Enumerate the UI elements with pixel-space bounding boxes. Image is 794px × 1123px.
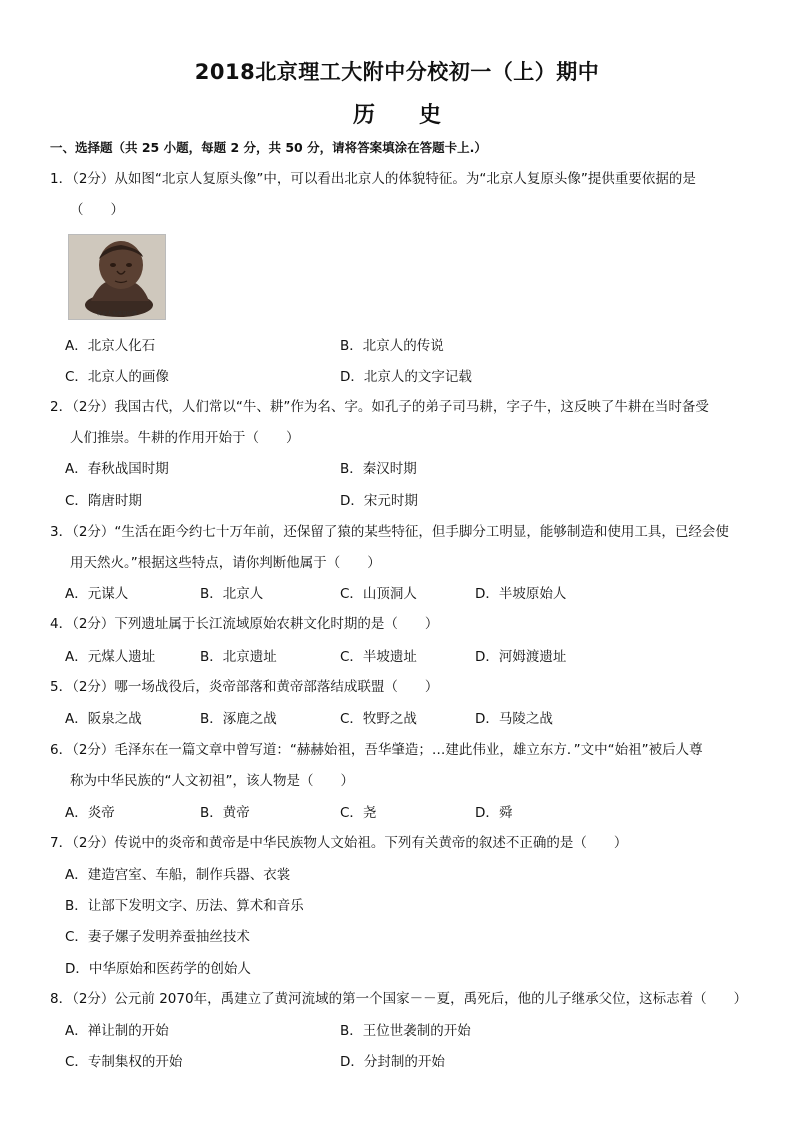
q2-option-d: D．宋元时期 [340,493,418,509]
q2-option-a: A．春秋战国时期 [65,461,169,477]
peking-man-bust-illustration [69,235,165,319]
q2-option-c: C．隋唐时期 [65,493,142,509]
q4-option-d: D．河姆渡遗址 [475,649,567,665]
q5-option-b: B．涿鹿之战 [200,711,277,727]
section-heading: 一、选择题（共 25 小题，每题 2 分，共 50 分，请将答案填涂在答题卡上.） [50,140,487,155]
question-8 [50,984,750,1015]
question-6 [50,735,750,797]
q1-option-b: B．北京人的传说 [340,338,444,354]
question-3-stem-cont: 用天然火。”根据这些特点，请你判断他属于（ ） [70,555,381,571]
question-4-stem: 4．（2分）下列遗址属于长江流域原始农耕文化时期的是（ ） [50,616,439,632]
question-1-stem: 1．（2分）从如图“北京人复原头像”中，可以看出北京人的体貌特征。为“北京人复原头像”提供重要依据的是 [50,171,696,187]
exam-subject: 历史 [352,103,485,128]
q1-option-c: C．北京人的画像 [65,369,169,385]
q6-option-b: B．黄帝 [200,805,250,821]
exam-title: 2018北京理工大附中分校初一（上）期中 [194,60,600,84]
q1-option-d: D．北京人的文字记载 [340,369,472,385]
question-2 [50,392,750,454]
figure-caption: 北京人头部复原像 [96,311,137,317]
q6-option-c: C．尧 [340,805,377,821]
q4-option-b: B．北京遗址 [200,649,277,665]
question-5 [50,672,750,703]
peking-man-bust-image [68,234,166,320]
q6-option-a: A．炎帝 [65,805,115,821]
question-1-stem-cont: （ ） [70,202,124,218]
question-8-stem: 8．（2分）公元前 2070年，禹建立了黄河流域的第一个国家－－夏，禹死后，他的儿子继承父位，这标志着（ ） [50,991,748,1007]
q7-option-d: D．中华原始和医药学的创始人 [65,961,251,977]
q6-option-d: D．舜 [475,805,513,821]
question-2-stem: 2．（2分）我国古代，人们常以“牛、耕”作为名、字。如孔子的弟子司马耕，字子牛，这反映了牛耕在当时备受 [50,399,709,415]
question-7 [50,828,750,859]
q8-option-a: A．禅让制的开始 [65,1023,169,1039]
question-7-stem: 7．（2分）传说中的炎帝和黄帝是中华民族物人文始祖。下列有关黄帝的叙述不正确的是（ ） [50,835,628,851]
q7-option-c: C．妻子嫘子发明养蚕抽丝技术 [65,929,250,945]
q8-option-d: D．分封制的开始 [340,1054,445,1070]
question-2-stem-cont: 人们推崇。牛耕的作用开始于（ ） [70,430,300,446]
q1-option-a: A．北京人化石 [65,338,156,354]
question-3 [50,517,750,579]
question-6-stem: 6．（2分）毛泽东在一篇文章中曾写道：“赫赫始祖，吾华肇造；…建此伟业，雄立东方．”文中“始祖”被后人尊 [50,742,703,758]
q3-option-b: B．北京人 [200,586,264,602]
q2-option-b: B．秦汉时期 [340,461,417,477]
q3-option-a: A．元谋人 [65,586,129,602]
question-4 [50,609,750,640]
q5-option-d: D．马陵之战 [475,711,553,727]
question-3-stem: 3．（2分）“生活在距今约七十万年前，还保留了猿的某些特征，但手脚分工明显，能够制造和使用工具，已经会使 [50,524,729,540]
q8-option-c: C．专制集权的开始 [65,1054,183,1070]
q4-option-c: C．半坡遗址 [340,649,417,665]
q3-option-d: D．半坡原始人 [475,586,567,602]
question-1 [50,164,750,226]
q5-option-a: A．阪泉之战 [65,711,142,727]
question-5-stem: 5．（2分）哪一场战役后，炎帝部落和黄帝部落结成联盟（ ） [50,679,439,695]
q7-option-b: B．让部下发明文字、历法、算术和音乐 [65,898,304,914]
q3-option-c: C．山顶洞人 [340,586,417,602]
q5-option-c: C．牧野之战 [340,711,417,727]
q8-option-b: B．王位世袭制的开始 [340,1023,471,1039]
q7-option-a: A．建造宫室、车船，制作兵器、衣裳 [65,867,291,883]
question-6-stem-cont: 称为中华民族的“人文初祖”，该人物是（ ） [70,773,354,789]
q4-option-a: A．元煤人遗址 [65,649,156,665]
